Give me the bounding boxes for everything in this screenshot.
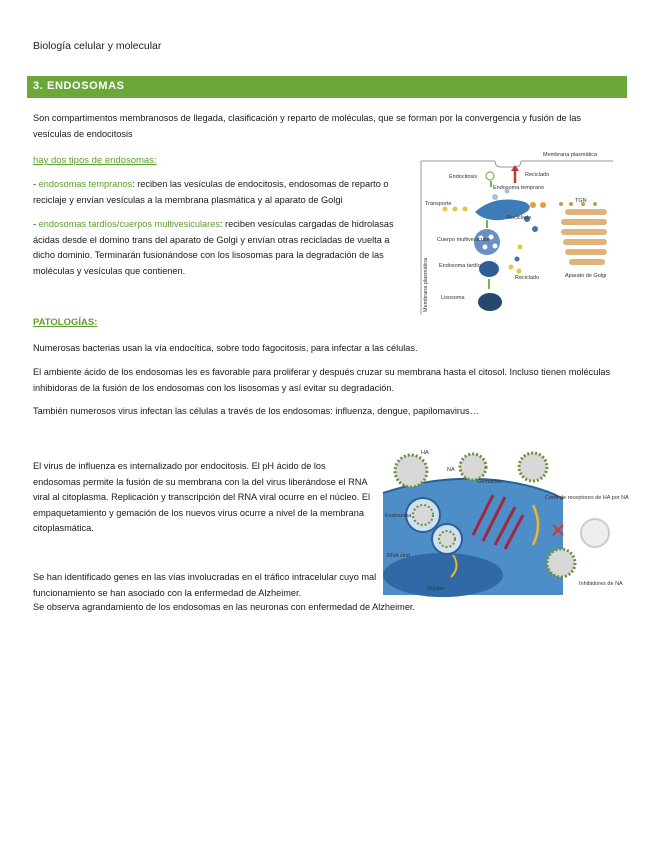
section-bar — [27, 76, 627, 98]
influenza-cycle-figure — [383, 445, 629, 595]
early-endosome-text: : reciben las vesículas de endocitosis, endosomas de reparto o reciclaje y envían vesículas a la membrana plasmática y al aparato de Golgi — [33, 179, 389, 205]
label-lysosome: Lisosoma — [441, 295, 465, 301]
paragraph-bacteria: Numerosas bacterias usan la vía endocítica, sobre todo fagocitosis, para infectar a las células. — [33, 343, 418, 353]
label-late-endosome: Endosoma tardío — [439, 263, 481, 269]
paragraph-acid-environment: El ambiente ácido de los endosomas les es favorable para proliferar y después cruzar su membrana hasta el citosol. Incluso tienen moléculas inhibidoras de la fusión de los endosomas con los lisosomas y así evitar su degradación. — [33, 367, 611, 393]
label-membrane-top: Membrana plasmática — [543, 152, 598, 158]
paragraph-influenza: El virus de influenza es internalizado por endocitosis. El pH ácido de los endosomas permite la fusión de su membrana con la del virus liberándose el RNA viral al citoplasma. Replicación y transcripción del RNA viral ocurre en el núcleo. El empaquetamiento y gemación de los nuevos virus ocurre a nivel de la membrana citoplasmática. — [33, 461, 371, 534]
label-ha: HA — [421, 450, 429, 456]
types-heading-wrap — [33, 153, 157, 169]
label-endosome: Endosoma — [385, 513, 412, 519]
early-endosome-paragraph: - endosomas tempranos: reciben las vesículas de endocitosis, endosomas de reparto o reciclaje y envían vesículas a la membrana plasmática y al aparato de Golgi — [33, 179, 389, 205]
intro-paragraph: Son compartimentos membranosos de llegada, clasificación y reparto de moléculas, que se forman por la convergencia y fusión de las vesículas de endocitosis — [33, 113, 581, 139]
label-recycling-mid: Reciclado — [507, 215, 532, 221]
label-early-endosome: Endosoma temprano — [493, 185, 545, 191]
label-inhibitors: Inhibidores de NA — [579, 581, 623, 587]
late-endosome-paragraph: - endosomas tardíos/cuerpos multivesiculares: reciben vesículas cargadas de hidrolasas ácidas desde el domino trans del aparato de Golgi y envían otras recicladas de vuelta a dicho dominio. Terminarán fusionándose con los lisosomas para la degradación de las moléculas y vesículas que contienen. — [33, 219, 394, 276]
early-endosome-label: endosomas tempranos — [38, 179, 133, 189]
late-endosome-text: : reciben vesículas cargadas de hidrolasas ácidas desde el domino trans del aparato de Golgi y envían otras recicladas de vuelta a dicho dominio. Terminarán fusionándose con los lisosomas para la degradación de las moléculas y vesículas que contienen. — [33, 219, 394, 276]
document-header: Biología celular y molecular — [33, 40, 162, 52]
label-golgi: Aparato de Golgi — [565, 273, 607, 279]
label-mvb: Cuerpo multivesicular — [437, 237, 490, 243]
paragraph-alzheimer-genes: Se han identificado genes en las vías involucradas en el tráfico intracelular cuyo mal funcionamiento se han asociado con la enfermedad de Alzheimer. — [33, 572, 377, 598]
label-membrane-side: Membrana plasmática — [423, 257, 429, 312]
types-heading: hay dos tipos de endosomas: — [33, 155, 157, 166]
label-na: NA — [447, 467, 455, 473]
pathologies-heading-wrap — [33, 315, 97, 331]
endosome-pathway-figure — [415, 147, 615, 317]
pathologies-heading: PATOLOGÍAS: — [33, 317, 98, 328]
label-nucleus: Núcleo — [427, 586, 445, 592]
label-cleavage: Corte de receptores de HA por NA — [545, 495, 629, 501]
paragraph-alzheimer-endosomes: Se observa agrandamiento de los endosomas en las neuronas con enfermedad de Alzheimer. — [33, 602, 416, 612]
label-recycling-low: Reciclado — [515, 275, 540, 281]
label-rna: RNA viral — [387, 553, 410, 559]
paragraph-viruses: También numerosos virus infectan las células a través de los endosomas: influenza, dengue, papilomavirus… — [33, 406, 479, 416]
label-budding: Gemación — [477, 479, 503, 485]
section-title: 3. ENDOSOMAS — [33, 80, 125, 92]
label-endocitosis: Endocitosis — [449, 174, 478, 180]
label-recycling-top: Reciclado — [525, 172, 550, 178]
late-endosome-label: endosomas tardíos/cuerpos multivesiculares — [38, 219, 220, 229]
label-transport: Transporte — [425, 201, 452, 207]
label-tgn: TGN — [575, 198, 587, 204]
